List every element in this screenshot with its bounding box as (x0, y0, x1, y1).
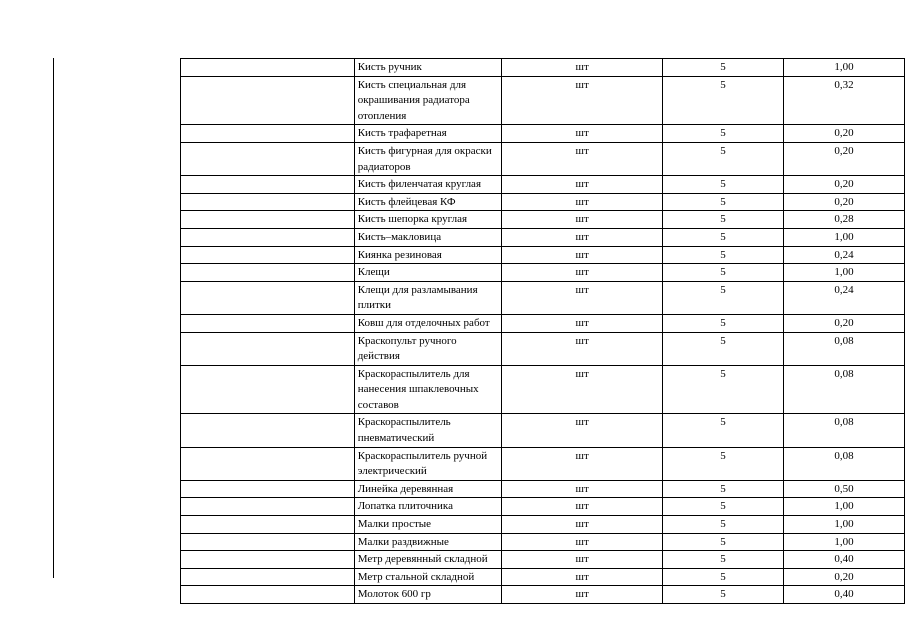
table-row (181, 480, 905, 498)
inventory-table (180, 58, 905, 604)
inventory-table-body (181, 59, 905, 604)
table-row (181, 142, 905, 175)
value-cell: 0,28 (783, 211, 904, 229)
table-row (181, 533, 905, 551)
value-cell: 1,00 (783, 516, 904, 534)
unit-cell: шт (502, 332, 663, 365)
unit-cell: шт (502, 551, 663, 569)
table-row (181, 193, 905, 211)
value-cell: 0,20 (783, 176, 904, 194)
row-blank-cell (181, 498, 355, 516)
table-row (181, 59, 905, 77)
table-row (181, 586, 905, 604)
row-blank-cell (181, 211, 355, 229)
value-cell: 0,24 (783, 246, 904, 264)
quantity-cell: 5 (663, 176, 784, 194)
item-name-cell: Клещи (354, 264, 502, 282)
table-row (181, 76, 905, 125)
row-blank-cell (181, 176, 355, 194)
quantity-cell: 5 (663, 332, 784, 365)
row-blank-cell (181, 516, 355, 534)
value-cell: 0,20 (783, 568, 904, 586)
quantity-cell: 5 (663, 498, 784, 516)
table-row (181, 551, 905, 569)
item-name-cell: Малки раздвижные (354, 533, 502, 551)
value-cell: 0,32 (783, 76, 904, 125)
unit-cell: шт (502, 264, 663, 282)
row-blank-cell (181, 533, 355, 551)
quantity-cell: 5 (663, 59, 784, 77)
row-blank-cell (181, 551, 355, 569)
value-cell: 1,00 (783, 533, 904, 551)
table-row (181, 264, 905, 282)
row-blank-cell (181, 228, 355, 246)
quantity-cell: 5 (663, 246, 784, 264)
quantity-cell: 5 (663, 365, 784, 414)
item-name-cell: Клещи для разламывания плитки (354, 281, 502, 314)
table-row (181, 246, 905, 264)
row-blank-cell (181, 59, 355, 77)
table-row (181, 211, 905, 229)
item-name-cell: Кисть филенчатая круглая (354, 176, 502, 194)
item-name-cell: Лопатка плиточника (354, 498, 502, 516)
unit-cell: шт (502, 228, 663, 246)
value-cell: 1,00 (783, 498, 904, 516)
quantity-cell: 5 (663, 211, 784, 229)
table-row (181, 365, 905, 414)
row-blank-cell (181, 246, 355, 264)
value-cell: 0,08 (783, 365, 904, 414)
value-cell: 1,00 (783, 228, 904, 246)
table-row (181, 498, 905, 516)
row-blank-cell (181, 264, 355, 282)
item-name-cell: Кисть фигурная для окраски радиаторов (354, 142, 502, 175)
item-name-cell: Кисть флейцевая КФ (354, 193, 502, 211)
value-cell: 0,20 (783, 314, 904, 332)
quantity-cell: 5 (663, 264, 784, 282)
value-cell: 0,08 (783, 414, 904, 447)
item-name-cell: Кисть ручник (354, 59, 502, 77)
page-margin-rule (53, 58, 54, 578)
quantity-cell: 5 (663, 142, 784, 175)
row-blank-cell (181, 414, 355, 447)
unit-cell: шт (502, 176, 663, 194)
table-row (181, 568, 905, 586)
value-cell: 0,20 (783, 193, 904, 211)
quantity-cell: 5 (663, 414, 784, 447)
row-blank-cell (181, 281, 355, 314)
quantity-cell: 5 (663, 281, 784, 314)
quantity-cell: 5 (663, 586, 784, 604)
row-blank-cell (181, 76, 355, 125)
unit-cell: шт (502, 516, 663, 534)
unit-cell: шт (502, 533, 663, 551)
value-cell: 0,24 (783, 281, 904, 314)
item-name-cell: Малки простые (354, 516, 502, 534)
row-blank-cell (181, 480, 355, 498)
row-blank-cell (181, 314, 355, 332)
item-name-cell: Линейка деревянная (354, 480, 502, 498)
table-row (181, 414, 905, 447)
value-cell: 0,08 (783, 332, 904, 365)
row-blank-cell (181, 586, 355, 604)
row-blank-cell (181, 447, 355, 480)
value-cell: 1,00 (783, 264, 904, 282)
unit-cell: шт (502, 314, 663, 332)
quantity-cell: 5 (663, 447, 784, 480)
item-name-cell: Кисть трафаретная (354, 125, 502, 143)
unit-cell: шт (502, 211, 663, 229)
quantity-cell: 5 (663, 76, 784, 125)
row-blank-cell (181, 125, 355, 143)
item-name-cell: Кисть шепорка круглая (354, 211, 502, 229)
unit-cell: шт (502, 365, 663, 414)
item-name-cell: Кисть–макловица (354, 228, 502, 246)
unit-cell: шт (502, 281, 663, 314)
table-row (181, 176, 905, 194)
table-row (181, 332, 905, 365)
item-name-cell: Киянка резиновая (354, 246, 502, 264)
item-name-cell: Метр деревянный складной (354, 551, 502, 569)
quantity-cell: 5 (663, 480, 784, 498)
table-row (181, 447, 905, 480)
value-cell: 0,40 (783, 551, 904, 569)
unit-cell: шт (502, 59, 663, 77)
table-row (181, 125, 905, 143)
item-name-cell: Метр стальной складной (354, 568, 502, 586)
row-blank-cell (181, 365, 355, 414)
quantity-cell: 5 (663, 516, 784, 534)
value-cell: 1,00 (783, 59, 904, 77)
table-row (181, 281, 905, 314)
quantity-cell: 5 (663, 533, 784, 551)
row-blank-cell (181, 142, 355, 175)
quantity-cell: 5 (663, 193, 784, 211)
table-row (181, 314, 905, 332)
item-name-cell: Краскораспылитель ручной электрический (354, 447, 502, 480)
item-name-cell: Краскопульт ручного действия (354, 332, 502, 365)
quantity-cell: 5 (663, 551, 784, 569)
value-cell: 0,40 (783, 586, 904, 604)
value-cell: 0,20 (783, 125, 904, 143)
row-blank-cell (181, 568, 355, 586)
table-row (181, 516, 905, 534)
quantity-cell: 5 (663, 314, 784, 332)
item-name-cell: Кисть специальная для окрашивания радиатора отопления (354, 76, 502, 125)
item-name-cell: Молоток 600 гр (354, 586, 502, 604)
unit-cell: шт (502, 447, 663, 480)
unit-cell: шт (502, 568, 663, 586)
quantity-cell: 5 (663, 568, 784, 586)
quantity-cell: 5 (663, 125, 784, 143)
item-name-cell: Краскораспылитель для нанесения шпаклевочных составов (354, 365, 502, 414)
unit-cell: шт (502, 480, 663, 498)
quantity-cell: 5 (663, 228, 784, 246)
value-cell: 0,50 (783, 480, 904, 498)
unit-cell: шт (502, 586, 663, 604)
unit-cell: шт (502, 246, 663, 264)
unit-cell: шт (502, 76, 663, 125)
value-cell: 0,08 (783, 447, 904, 480)
unit-cell: шт (502, 414, 663, 447)
table-row (181, 228, 905, 246)
unit-cell: шт (502, 498, 663, 516)
value-cell: 0,20 (783, 142, 904, 175)
row-blank-cell (181, 332, 355, 365)
item-name-cell: Ковш для отделочных работ (354, 314, 502, 332)
unit-cell: шт (502, 193, 663, 211)
unit-cell: шт (502, 125, 663, 143)
unit-cell: шт (502, 142, 663, 175)
row-blank-cell (181, 193, 355, 211)
item-name-cell: Краскораспылитель пневматический (354, 414, 502, 447)
